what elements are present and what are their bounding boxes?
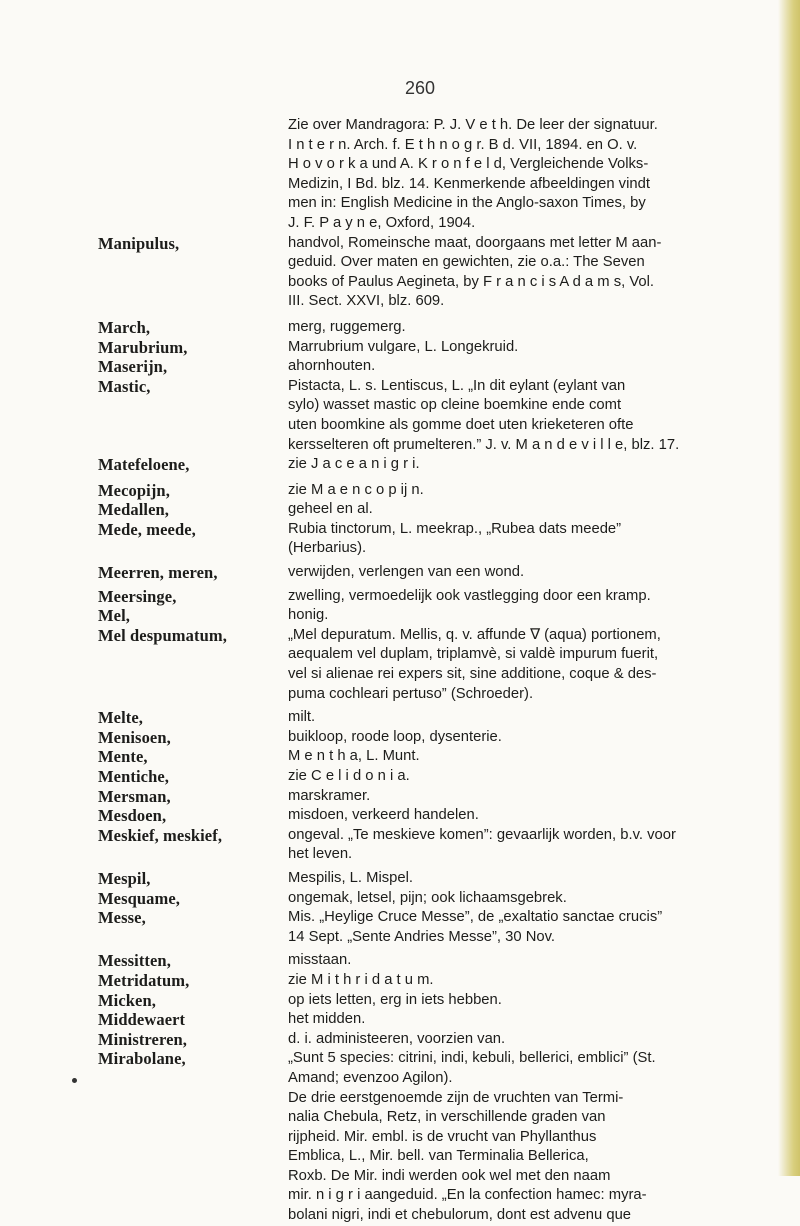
entry-definition <box>288 869 784 889</box>
definition-line: Medizin, I Bd. blz. 14. Kenmerkende afbeeldingen vindt <box>288 175 650 192</box>
entry-headword: Mente, <box>98 747 148 767</box>
entry-definition <box>288 318 784 338</box>
definition-line: vel si alienae rei expers sit, sine additione, coque & des- <box>288 666 657 683</box>
entry-headword: Mede, meede, <box>98 519 196 539</box>
entry-headword: Metridatum, <box>98 970 190 990</box>
definition-line: ongeval. „Te meskieve komen”: gevaarlijk worden, b.v. voor <box>288 826 676 843</box>
entry-definition <box>288 563 784 583</box>
definition-line: men in: English Medicine in the Anglo-saxon Times, by <box>288 195 646 212</box>
entry-definition <box>288 767 784 787</box>
entry-headword: Messe, <box>98 908 146 928</box>
definition-line: Rubia tinctorum, L. meekrap., „Rubea dats meede” <box>288 520 622 537</box>
definition-line: d. i. administeeren, voorzien van. <box>288 1030 506 1047</box>
definition-line: honig. <box>288 607 329 624</box>
entry-headword: Mecopijn, <box>98 480 170 500</box>
definition-line: ahornhouten. <box>288 358 376 375</box>
definition-line: H o v o r k a und A. K r o n f e l d, Vergleichende Volks- <box>288 156 649 173</box>
glossary-entry <box>0 889 800 909</box>
entry-definition <box>288 991 784 1011</box>
definition-line: Mespilis, L. Mispel. <box>288 869 413 886</box>
entry-definition <box>288 455 784 475</box>
glossary-entry <box>0 908 800 947</box>
entry-headword: Mirabolane, <box>98 1049 186 1069</box>
entry-definition <box>288 377 784 455</box>
entry-headword: Melte, <box>98 708 144 728</box>
glossary-entry <box>0 826 800 865</box>
definition-line: kersselteren oft prumelteren.” J. v. M a n d e v i l l e, blz. 17. <box>288 436 680 453</box>
entry-definition <box>288 626 784 704</box>
glossary-entry <box>0 728 800 748</box>
entry-headword: Marubrium, <box>98 337 188 357</box>
definition-line: Roxb. De Mir. indi werden ook wel met den naam <box>288 1167 611 1184</box>
entry-headword: Mastic, <box>98 376 151 396</box>
glossary-entry <box>0 116 800 234</box>
definition-line: zie M a e n c o p ij n. <box>288 481 424 498</box>
definition-line: (Herbarius). <box>288 540 367 557</box>
glossary-entry <box>0 708 800 728</box>
glossary-entry <box>0 481 800 501</box>
entry-definition <box>288 357 784 377</box>
definition-line: books of Paulus Aegineta, by F r a n c i s A d a m s, Vol. <box>288 273 655 290</box>
entry-headword: Mel despumatum, <box>98 625 227 645</box>
glossary-entry <box>0 377 800 455</box>
entry-headword: Messitten, <box>98 951 171 971</box>
glossary-entry <box>0 787 800 807</box>
entry-headword: Menisoen, <box>98 727 171 747</box>
entry-definition <box>288 826 784 865</box>
entry-definition <box>288 971 784 991</box>
definition-line: mir. n i g r i aangeduid. „En la confection hamec: myra- <box>288 1187 647 1204</box>
glossary-entries <box>0 116 800 1226</box>
definition-line: zie C e l i d o n i a. <box>288 768 410 784</box>
definition-line: op iets letten, erg in iets hebben. <box>288 991 502 1008</box>
definition-line: „Sunt 5 species: citrini, indi, kebuli, bellerici, emblici” (St. <box>288 1050 656 1067</box>
glossary-entry <box>0 563 800 583</box>
definition-line: buikloop, roode loop, dysenterie. <box>288 728 502 745</box>
definition-line: uten boomkine als gomme doet uten krieketeren ofte <box>288 416 634 433</box>
definition-line: Emblica, L., Mir. bell. van Terminalia Bellerica, <box>288 1148 589 1165</box>
glossary-entry <box>0 869 800 889</box>
glossary-entry <box>0 234 800 312</box>
glossary-entry <box>0 971 800 991</box>
entry-definition <box>288 520 784 559</box>
definition-line: III. Sect. XXVI, blz. 609. <box>288 293 445 310</box>
definition-line: aequalem vel duplam, triplamvè, si valdè impurum fuerit, <box>288 646 659 663</box>
definition-line: Amand; evenzoo Agilon). <box>288 1069 453 1086</box>
definition-line: het midden. <box>288 1011 366 1028</box>
definition-line: bolani nigri, indi et chebulorum, dont est advenu que <box>288 1207 632 1224</box>
glossary-entry <box>0 1010 800 1030</box>
glossary-entry <box>0 455 800 475</box>
glossary-entry <box>0 951 800 971</box>
definition-line: milt. <box>288 709 316 726</box>
definition-line: De drie eerstgenoemde zijn de vruchten van Termi- <box>288 1089 624 1106</box>
definition-line: 14 Sept. „Sente Andries Messe”, 30 Nov. <box>288 928 556 945</box>
margin-dot <box>72 1078 77 1083</box>
definition-line: puma cochleari pertuso” (Schroeder). <box>288 685 534 702</box>
entry-headword: Mespil, <box>98 868 151 888</box>
glossary-entry <box>0 1049 800 1225</box>
entry-headword: Medallen, <box>98 500 170 520</box>
definition-line: Marrubrium vulgare, L. Longekruid. <box>288 338 519 355</box>
entry-headword: Matefeloene, <box>98 455 190 475</box>
entry-headword: March, <box>98 317 151 337</box>
entry-definition <box>288 338 784 358</box>
entry-definition <box>288 708 784 728</box>
entry-headword: Mesdoen, <box>98 806 167 826</box>
definition-line: zie J a c e a n i g r i. <box>288 456 420 473</box>
entry-headword: Mersman, <box>98 786 171 806</box>
entry-definition <box>288 587 784 607</box>
entry-definition <box>288 951 784 971</box>
glossary-entry <box>0 587 800 607</box>
entry-headword: Micken, <box>98 990 156 1010</box>
definition-line: geheel en al. <box>288 501 373 518</box>
glossary-entry <box>0 767 800 787</box>
entry-headword: Mentiche, <box>98 767 170 786</box>
definition-line: sylo) wasset mastic op cleine boemkine ende comt <box>288 397 622 414</box>
definition-line: marskramer. <box>288 787 371 804</box>
definition-line: het leven. <box>288 846 353 863</box>
entry-headword: Mel, <box>98 606 131 626</box>
glossary-entry <box>0 520 800 559</box>
definition-line: geduid. Over maten en gewichten, zie o.a.: The Seven <box>288 254 645 271</box>
definition-line: „Mel depuratum. Mellis, q. v. affunde ∇ (aqua) portionem, <box>288 626 661 643</box>
definition-line: M e n t h a, L. Munt. <box>288 748 420 765</box>
glossary-entry <box>0 1030 800 1050</box>
entry-definition <box>288 787 784 807</box>
entry-headword: Maserijn, <box>98 357 168 377</box>
entry-definition <box>288 234 784 312</box>
entry-headword: Middewaert <box>98 1010 186 1030</box>
glossary-entry <box>0 357 800 377</box>
entry-definition <box>288 500 784 520</box>
entry-definition <box>288 1030 784 1050</box>
entry-definition <box>288 1049 784 1225</box>
definition-line: ongemak, letsel, pijn; ook lichaamsgebrek. <box>288 889 567 906</box>
entry-definition <box>288 116 784 234</box>
entry-definition <box>288 806 784 826</box>
entry-headword: Meskief, meskief, <box>98 825 223 845</box>
glossary-entry <box>0 806 800 826</box>
definition-line: nalia Chebula, Retz, in verschillende graden van <box>288 1109 606 1126</box>
definition-line: verwijden, verlengen van een wond. <box>288 564 525 581</box>
entry-headword: Mesquame, <box>98 888 181 908</box>
definition-line: misdoen, verkeerd handelen. <box>288 807 479 824</box>
entry-definition <box>288 908 784 947</box>
glossary-entry <box>0 500 800 520</box>
entry-headword: Manipulus, <box>98 233 180 253</box>
definition-line: zie M i t h r i d a t u m. <box>288 971 434 988</box>
definition-line: handvol, Romeinsche maat, doorgaans met letter M aan- <box>288 234 662 251</box>
definition-line: misstaan. <box>288 952 352 969</box>
entry-definition <box>288 889 784 909</box>
entry-definition <box>288 747 784 767</box>
glossary-entry <box>0 626 800 704</box>
definition-line: Mis. „Heylige Cruce Messe”, de „exaltatio sanctae crucis” <box>288 909 663 926</box>
entry-definition <box>288 606 784 626</box>
glossary-entry <box>0 318 800 338</box>
definition-line: rijpheid. Mir. embl. is de vrucht van Phyllanthus <box>288 1128 597 1145</box>
definition-line: zwelling, vermoedelijk ook vastlegging door een kramp. <box>288 587 651 604</box>
glossary-entry <box>0 991 800 1011</box>
entry-definition <box>288 1010 784 1030</box>
glossary-entry <box>0 338 800 358</box>
entry-definition <box>288 481 784 501</box>
entry-headword: Meerren, meren, <box>98 563 218 583</box>
glossary-entry <box>0 606 800 626</box>
definition-line: J. F. P a y n e, Oxford, 1904. <box>288 214 476 231</box>
glossary-entry <box>0 747 800 767</box>
definition-line: Pistacta, L. s. Lentiscus, L. „In dit eylant (eylant van <box>288 377 626 394</box>
entry-definition <box>288 728 784 748</box>
definition-line: merg, ruggemerg. <box>288 318 406 335</box>
definition-line: I n t e r n. Arch. f. E t h n o g r. B d. VII, 1894. en O. v. <box>288 136 638 153</box>
entry-headword: Ministreren, <box>98 1029 188 1049</box>
page-number: 260 <box>404 78 436 98</box>
definition-line: Zie over Mandragora: P. J. V e t h. De leer der signatuur. <box>288 117 658 133</box>
entry-headword: Meersinge, <box>98 586 177 606</box>
